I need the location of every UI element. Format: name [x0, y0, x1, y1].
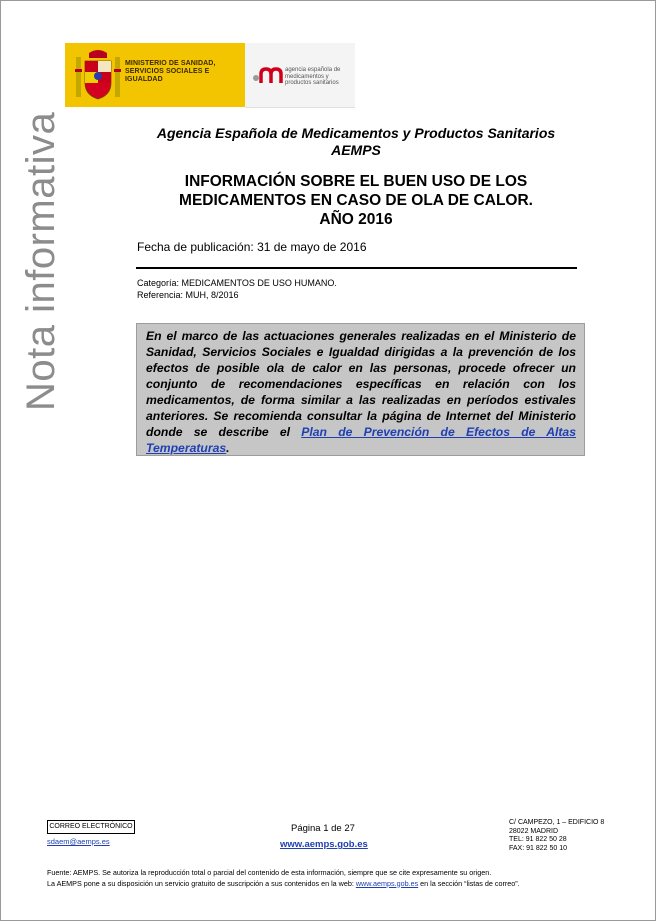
aemps-mark-icon	[251, 65, 287, 85]
publication-date: Fecha de publicación: 31 de mayo de 2016	[137, 240, 367, 254]
website-link[interactable]: www.aemps.gob.es	[280, 839, 368, 850]
summary-body: En el marco de las actuaciones generales realizadas en el Ministerio de Sanidad, Servicios Sociales e Igualdad dirigidas a la prevención de los efectos de posible ola de calor en las personas, procede ofrecer un conjunto de recomendaciones específicas en relación con los medicamentos, de forma similar a las realizadas en períodos estivales anteriores. Se recomienda consultar la página de Internet del Ministerio donde se describe el	[146, 329, 576, 439]
subscription-note-end: en la sección “listas de correo”.	[418, 878, 520, 888]
email-label: CORREO ELECTRÓNICO	[47, 820, 135, 834]
summary-end: .	[226, 441, 230, 455]
email-link[interactable]: sdaem@aemps.es	[47, 837, 110, 846]
agency-heading	[131, 125, 581, 159]
agency-heading-acronym: AEMPS	[331, 142, 381, 158]
title-line-1: INFORMACIÓN SOBRE EL BUEN USO DE LOS	[184, 173, 528, 190]
ministry-logo	[65, 43, 245, 107]
footer-notes	[47, 868, 637, 889]
title-line-2: MEDICAMENTOS EN CASO DE OLA DE CALOR.	[179, 192, 533, 209]
heat-plan-link[interactable]: Plan de Prevención de Efectos de Altas Temperaturas	[146, 425, 576, 455]
side-label: Nota informativa	[19, 111, 63, 411]
summary-text	[146, 328, 576, 456]
address-line-2: 28022 MADRID	[509, 827, 559, 835]
divider	[136, 267, 577, 269]
reference: Referencia: MUH, 8/2016	[137, 290, 239, 300]
subscription-link[interactable]: www.aemps.gob.es	[355, 878, 419, 888]
document-title	[131, 172, 581, 229]
agency-heading-name: Agencia Española de Medicamentos y Productos Sanitarios	[156, 125, 556, 141]
summary-box	[136, 323, 585, 456]
coat-of-arms-icon	[75, 49, 121, 101]
subscription-note	[47, 879, 637, 890]
category: Categoría: MEDICAMENTOS DE USO HUMANO.	[137, 278, 337, 288]
subscription-note-start: La AEMPS pone a su disposición un servicio gratuito de suscripción a sus contenidos en la web:	[47, 878, 356, 888]
telephone: TEL: 91 822 50 28	[509, 836, 567, 843]
fax: FAX: 91 822 50 10	[509, 844, 567, 852]
address-line-1: C/ CAMPEZO, 1 – EDIFICIO 8	[509, 819, 605, 826]
ministry-logo-text: MINISTERIO DE SANIDAD, SERVICIOS SOCIALES E IGUALDAD	[125, 60, 216, 83]
address-block	[509, 819, 604, 853]
title-line-3: AÑO 2016	[319, 211, 393, 228]
source-note: Fuente: AEMPS. Se autoriza la reproducción total o parcial del contenido de esta información, siempre que se cite expresamente su origen.	[47, 868, 492, 877]
document-meta	[137, 277, 337, 301]
agency-logo-text: agencia española de medicamentos y productos sanitarios	[285, 67, 341, 86]
page-number: Página 1 de 27	[291, 823, 355, 834]
agency-logo	[245, 43, 355, 108]
